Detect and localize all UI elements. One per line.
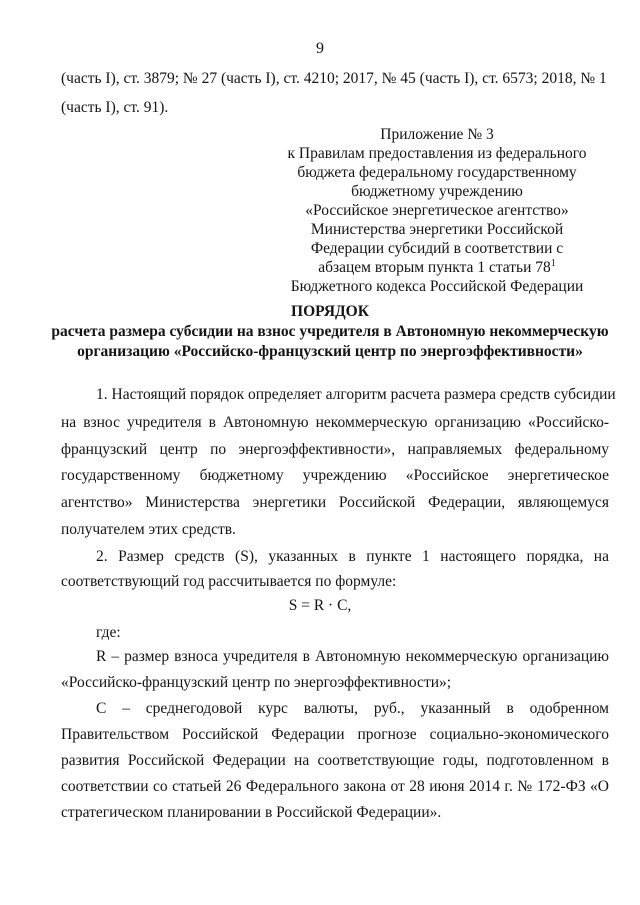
definition-r-line: «Российско-французский центр по энергоэффективности»;: [61, 674, 452, 691]
definition-c-line: стратегическом планировании в Российской Федерации».: [61, 804, 442, 821]
article-superscript: 1: [550, 257, 556, 269]
appendix-line: Федерации субсидий в соответствии с: [310, 240, 564, 257]
appendix-line: Бюджетного кодекса Российской Федерации: [290, 278, 584, 295]
paragraph-1-line: 1. Настоящий порядок определяет алгоритм расчета размера средств субсидии: [96, 386, 616, 403]
appendix-line: бюджета федеральному государственному: [297, 164, 577, 181]
appendix-line: к Правилам предоставления из федерального: [287, 145, 587, 162]
document-title: ПОРЯДОК: [291, 303, 369, 320]
definition-c-line: соответствии со статьей 26 Федерального закона от 28 июня 2014 г. № 172-ФЗ «О: [61, 778, 609, 795]
appendix-line: [287, 258, 587, 277]
paragraph-1-line: на взнос учредителя в Автономную некоммерческую организацию «Российско-: [61, 414, 609, 431]
paragraph-2-line: соответствующий год рассчитывается по формуле:: [61, 573, 397, 590]
appendix-line: бюджетному учреждению: [351, 183, 523, 200]
appendix-line-text: абзацем вторым пункта 1 статьи 78: [318, 259, 551, 276]
definition-c-line: развития Российской Федерации на соответствующие годы, подготовленном в: [61, 752, 609, 769]
document-subtitle-line: организацию «Российско-французский центр по энергоэффективности»: [77, 343, 583, 360]
paragraph-2-line: 2. Размер средств (S), указанных в пункте 1 настоящего порядка, на: [96, 548, 609, 565]
where-label: где:: [96, 624, 121, 641]
paragraph-1-line: французский центр по энергоэффективности», направляемых федеральному: [61, 441, 609, 458]
intro-line: (часть I), ст. 3879; № 27 (часть I), ст. 4210; 2017, № 45 (часть I), ст. 6573; 2018, № 1: [61, 70, 607, 87]
document-subtitle-line: расчета размера субсидии на взнос учредителя в Автономную некоммерческую: [51, 323, 609, 340]
definition-c-line: Правительством Российской Федерации прогнозе социально-экономического: [61, 726, 609, 743]
paragraph-1-line: агентство» Министерства энергетики Российской Федерации, являющемуся: [61, 494, 609, 511]
paragraph-1-line: государственному бюджетному учреждению «Российское энергетическое: [61, 467, 609, 484]
appendix-block: [287, 125, 587, 296]
page-number: 9: [316, 40, 324, 57]
appendix-line: Министерства энергетики Российской: [310, 221, 564, 238]
definition-r-line: R – размер взноса учредителя в Автономную некоммерческую организацию: [96, 648, 609, 665]
intro-line: (часть I), ст. 91).: [61, 99, 169, 116]
appendix-line: Приложение № 3: [380, 126, 494, 143]
appendix-line: «Российское энергетическое агентство»: [305, 202, 569, 219]
formula: S = R · C,: [288, 597, 352, 614]
definition-c-line: C – среднегодовой курс валюты, руб., указанный в одобренном: [96, 700, 609, 717]
paragraph-1-line: получателем этих средств.: [61, 521, 236, 538]
